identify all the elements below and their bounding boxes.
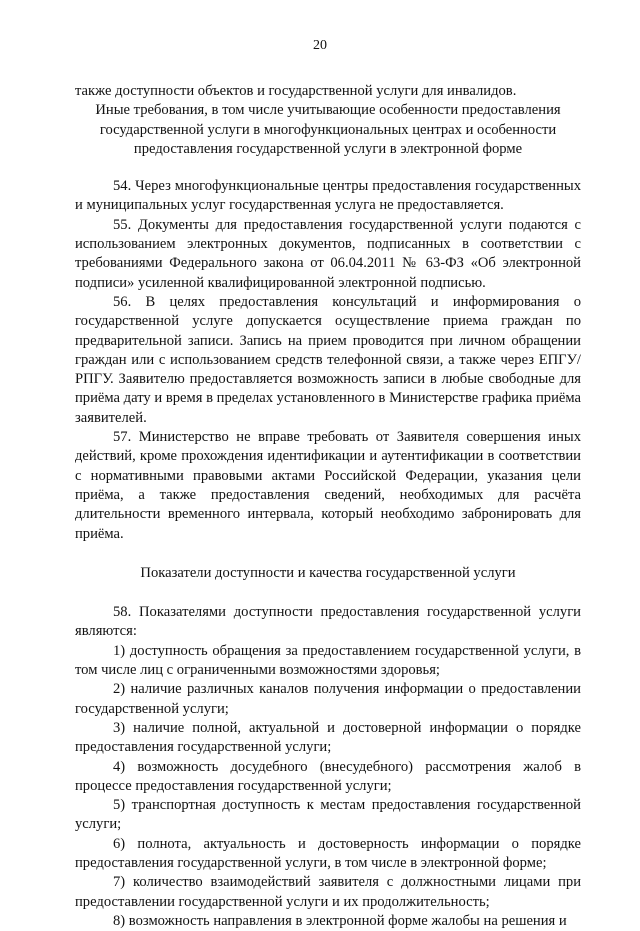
paragraph-56: 56. В целях предоставления консультаций и информирования о государственной услуге допускается осуществление приема граждан по предварительной записи. Запись на прием проводится при личном обращении граждан или с использованием средств телефонной связи, а также через ЕПГУ/РПГУ. Заявителю предоставляется возможность записи в любые свободные для приёма дату и время в пределах установленного в Министерстве графика приёма заявителей. (75, 293, 581, 426)
list-item: 3) наличие полной, актуальной и достоверной информации о порядке предоставления государственной услуги; (75, 719, 581, 756)
list-item: 5) транспортная доступность к местам предоставления государственной услуги; (75, 797, 581, 833)
list-item: 6) полнота, актуальность и достоверность информации о порядке предоставления государственной услуги, в том числе в электронной форме; (75, 835, 581, 871)
list-item: 1) доступность обращения за предоставлением государственной услуги, в том числе лиц с ограниченными возможностями здоровья; (75, 642, 581, 679)
section-heading-requirements (75, 101, 581, 159)
heading-line: Иные требования, в том числе учитывающие особенности предоставления (95, 102, 561, 119)
paragraph-58: 58. Показателями доступности предоставления государственной услуги являются: (75, 604, 581, 640)
section-heading-accessibility: Показатели доступности и качества государственной услуги (140, 564, 516, 581)
list-item: 4) возможность досудебного (внесудебного) рассмотрения жалоб в процессе предоставления государственной услуги; (75, 758, 581, 794)
heading-line: государственной услуги в многофункциональных центрах и особенности (99, 121, 557, 138)
paragraph-54: 54. Через многофункциональные центры предоставления государственных и муниципальных услуг государственная услуга не предоставляется. (75, 178, 581, 214)
paragraph-57: 57. Министерство не вправе требовать от Заявителя совершения иных действий, кроме прохождения идентификации и аутентификации в соответствии с нормативными правовыми актами Российской Федерации, указания цели приёма, а также предоставления сведений, необходимых для расчёта длительности временного интервала, который необходимо забронировать для приёма. (75, 429, 581, 542)
list-item: 7) количество взаимодействий заявителя с должностными лицами при предоставлении государственной услуги и их продолжительность; (75, 874, 581, 910)
intro-line: также доступности объектов и государственной услуги для инвалидов. (75, 83, 517, 99)
page-number: 20 (313, 38, 327, 53)
list-item: 2) наличие различных каналов получения информации о предоставлении государственной услуги; (75, 681, 581, 717)
document-body (75, 82, 581, 931)
paragraph-55: 55. Документы для предоставления государственной услуги подаются с использованием электронных документов, подписанных в соответствии с требованиями Федерального закона от 06.04.2011 № 63-ФЗ «Об электронной подписи» усиленной квалифицированной электронной подписью. (75, 216, 581, 291)
heading-line: предоставления государственной услуги в электронной форме (133, 140, 523, 157)
list-item: 8) возможность направления в электронной форме жалобы на решения и (113, 912, 567, 929)
